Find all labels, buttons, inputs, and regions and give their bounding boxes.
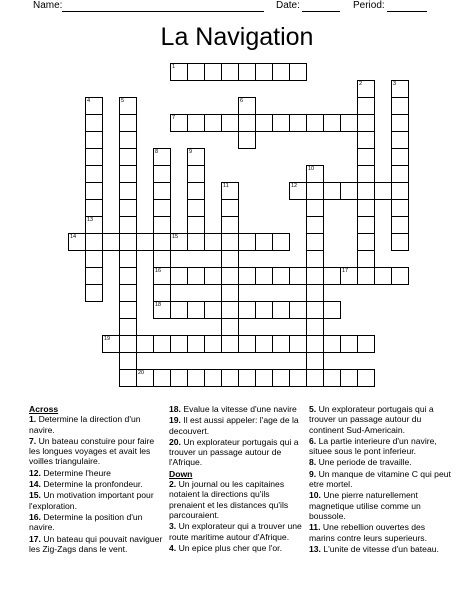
clue-number: 14 [70, 234, 77, 240]
clue-number: 17. [29, 533, 44, 544]
clue-number: 9. [309, 468, 319, 479]
grid-cell[interactable] [119, 233, 137, 251]
grid-cell[interactable] [119, 267, 137, 285]
grid-cell[interactable] [238, 301, 256, 319]
grid-cell[interactable] [289, 63, 307, 81]
clue-number: 10 [308, 166, 315, 172]
grid-cell[interactable] [102, 335, 120, 353]
grid-cell[interactable] [187, 182, 205, 200]
grid-cell[interactable] [238, 335, 256, 353]
grid-cell[interactable] [68, 233, 86, 251]
clue-text: Il est aussi appeler: l'age de la decouvert. [169, 415, 299, 436]
grid-cell[interactable] [357, 97, 375, 115]
grid-cell[interactable] [204, 267, 222, 285]
clue-number: 17 [342, 268, 349, 274]
grid-cell[interactable] [306, 114, 324, 132]
clue-number: 11 [223, 183, 229, 189]
date-label: Date: [276, 0, 300, 11]
grid-cell[interactable] [374, 182, 392, 200]
clue-number: 5. [309, 404, 319, 414]
grid-cell[interactable] [153, 284, 171, 302]
grid-cell[interactable] [119, 97, 137, 115]
grid-cell[interactable] [221, 114, 239, 132]
down-heading: Down [169, 468, 193, 479]
grid-cell[interactable] [204, 233, 222, 251]
grid-cell[interactable] [119, 301, 137, 319]
grid-cell[interactable] [187, 369, 205, 387]
grid-cell[interactable] [391, 148, 409, 166]
clue-item [309, 544, 451, 554]
clue-item [29, 479, 165, 489]
clue-number: 16. [29, 511, 44, 522]
clue-number: 7 [172, 115, 176, 121]
grid-cell[interactable] [187, 335, 205, 353]
clue-number: 19. [169, 415, 184, 426]
grid-cell[interactable] [306, 301, 324, 319]
clue-number: 16 [155, 268, 162, 274]
grid-cell[interactable] [306, 250, 324, 268]
clue-text: Un explorateur portugais qui a trouver un passage autour du continent Sud-Americain. [309, 404, 434, 435]
grid-cell[interactable] [204, 114, 222, 132]
clue-item [169, 521, 304, 542]
clue-number: 13. [309, 543, 324, 554]
grid-cell[interactable] [323, 267, 341, 285]
grid-cell[interactable] [340, 182, 358, 200]
grid-cell[interactable] [221, 216, 239, 234]
grid-cell[interactable] [187, 199, 205, 217]
grid-cell[interactable] [306, 267, 324, 285]
grid-cell[interactable] [323, 301, 341, 319]
grid-cell[interactable] [85, 216, 103, 234]
grid-cell[interactable] [187, 301, 205, 319]
clue-number: 4. [169, 542, 179, 553]
grid-cell[interactable] [85, 267, 103, 285]
clue-number: 19 [104, 336, 111, 342]
grid-cell[interactable] [85, 250, 103, 268]
grid-cell[interactable] [119, 165, 137, 183]
grid-cell[interactable] [272, 233, 290, 251]
clue-number: 1 [172, 64, 176, 70]
grid-cell[interactable] [187, 267, 205, 285]
grid-cell[interactable] [221, 182, 239, 200]
grid-cell[interactable] [85, 97, 103, 115]
grid-cell[interactable] [323, 335, 341, 353]
clue-number: 15. [29, 490, 44, 501]
clue-item [29, 512, 165, 533]
clue-number: 14. [29, 479, 44, 490]
grid-cell[interactable] [85, 114, 103, 132]
clue-text: Un motivation important pour l'exploration. [29, 490, 154, 511]
grid-cell[interactable] [153, 369, 171, 387]
grid-cell[interactable] [221, 369, 239, 387]
grid-cell[interactable] [306, 318, 324, 336]
grid-cell[interactable] [85, 131, 103, 149]
grid-cell[interactable] [204, 369, 222, 387]
clue-number: 6. [309, 435, 319, 446]
clue-number: 15 [172, 234, 179, 240]
grid-cell[interactable] [391, 165, 409, 183]
grid-cell[interactable] [119, 352, 137, 370]
grid-cell[interactable] [391, 114, 409, 132]
grid-cell[interactable] [136, 233, 154, 251]
grid-cell[interactable] [306, 233, 324, 251]
clue-number: 13 [87, 217, 94, 223]
grid-cell[interactable] [391, 131, 409, 149]
grid-cell[interactable] [306, 352, 324, 370]
clue-text: La partie interieure d'un navire, situee sous le pont inferieur. [309, 435, 437, 457]
clue-item [309, 457, 451, 467]
clue-number: 4 [87, 98, 91, 104]
grid-cell[interactable] [119, 148, 137, 166]
clue-number: 2. [169, 479, 179, 490]
clue-number: 12 [291, 183, 298, 189]
grid-cell[interactable] [170, 335, 188, 353]
grid-cell[interactable] [119, 318, 137, 336]
clue-text: Un bateau qui pouvait naviguer les Zig-Zags dans le vent. [29, 533, 163, 554]
grid-cell[interactable] [221, 250, 239, 268]
grid-cell[interactable] [272, 301, 290, 319]
clue-text: Un explorateur portugais qui a trouver un passage autour de l'Afrique. [169, 436, 299, 468]
grid-cell[interactable] [85, 182, 103, 200]
grid-cell[interactable] [357, 369, 375, 387]
grid-cell[interactable] [238, 114, 256, 132]
clue-number: 3. [169, 521, 179, 532]
clue-item [309, 436, 451, 457]
grid-cell[interactable] [119, 131, 137, 149]
grid-cell[interactable] [391, 97, 409, 115]
clue-number: 20. [169, 436, 184, 447]
grid-cell[interactable] [221, 199, 239, 217]
clue-text: Un explorateur qui a trouver une route maritime autour d'Afrique. [169, 521, 302, 542]
grid-cell[interactable] [306, 369, 324, 387]
grid-cell[interactable] [357, 131, 375, 149]
grid-cell[interactable] [170, 114, 188, 132]
grid-cell[interactable] [323, 182, 341, 200]
grid-cell[interactable] [289, 335, 307, 353]
grid-cell[interactable] [272, 114, 290, 132]
clue-text: Une rebellion ouvertes des marins contre leurs superieurs. [309, 522, 427, 543]
grid-cell[interactable] [153, 199, 171, 217]
clue-number: 20 [138, 370, 145, 376]
grid-cell[interactable] [136, 369, 154, 387]
grid-cell[interactable] [255, 335, 273, 353]
clue-item [169, 415, 304, 436]
clue-text: Un manque de vitamine C qui peut etre mortel. [309, 468, 451, 490]
clue-number: 1. [29, 414, 39, 425]
page-title: La Navigation [160, 23, 314, 51]
grid-cell[interactable] [255, 369, 273, 387]
grid-cell[interactable] [289, 301, 307, 319]
clue-number: 10. [309, 490, 324, 501]
grid-cell[interactable] [119, 369, 137, 387]
grid-cell[interactable] [357, 199, 375, 217]
grid-cell[interactable] [187, 63, 205, 81]
grid-cell[interactable] [323, 114, 341, 132]
grid-cell[interactable] [340, 369, 358, 387]
clue-item [309, 469, 451, 490]
grid-cell[interactable] [153, 165, 171, 183]
grid-cell[interactable] [238, 369, 256, 387]
grid-cell[interactable] [153, 267, 171, 285]
grid-cell[interactable] [255, 63, 273, 81]
grid-cell[interactable] [119, 284, 137, 302]
grid-cell[interactable] [340, 114, 358, 132]
grid-cell[interactable] [136, 335, 154, 353]
grid-cell[interactable] [289, 114, 307, 132]
clue-text: Determine la direction d'un navire. [29, 414, 141, 435]
clue-item [309, 404, 451, 435]
clue-number: 12. [29, 467, 44, 478]
grid-cell[interactable] [391, 80, 409, 98]
clue-item [309, 522, 451, 543]
clue-item [309, 490, 451, 521]
clue-text: L'unite de vitesse d'un bateau. [323, 543, 439, 554]
clue-text: Un epice plus cher que l'or. [178, 542, 282, 553]
clue-item [29, 490, 165, 511]
clue-column-1 [29, 404, 165, 555]
grid-cell[interactable] [306, 182, 324, 200]
clue-number: 7. [29, 435, 39, 446]
grid-cell[interactable] [119, 182, 137, 200]
grid-cell[interactable] [306, 165, 324, 183]
grid-cell[interactable] [238, 63, 256, 81]
grid-cell[interactable] [85, 199, 103, 217]
grid-cell[interactable] [85, 165, 103, 183]
grid-cell[interactable] [340, 267, 358, 285]
clue-number: 2 [359, 81, 363, 87]
grid-cell[interactable] [187, 114, 205, 132]
grid-cell[interactable] [255, 114, 273, 132]
grid-cell[interactable] [238, 233, 256, 251]
grid-cell[interactable] [238, 267, 256, 285]
clue-text: Determine l'heure [43, 467, 111, 478]
grid-cell[interactable] [204, 335, 222, 353]
grid-cell[interactable] [374, 267, 392, 285]
grid-cell[interactable] [221, 301, 239, 319]
clue-column-3 [309, 404, 451, 555]
clue-number: 8. [309, 457, 319, 468]
grid-cell[interactable] [221, 63, 239, 81]
grid-cell[interactable] [391, 199, 409, 217]
clue-text: Une periode de travaille. [318, 457, 412, 468]
grid-cell[interactable] [289, 369, 307, 387]
grid-cell[interactable] [238, 97, 256, 115]
grid-cell[interactable] [255, 267, 273, 285]
clue-text: Une pierre naturellement magnetique utilise comme un boussole. [309, 490, 421, 521]
clue-number: 11. [309, 522, 323, 533]
grid-cell[interactable] [391, 267, 409, 285]
clue-text: Determine la position d'un navire. [29, 511, 143, 533]
across-heading: Across [29, 404, 59, 414]
clue-number: 6 [240, 98, 244, 104]
grid-cell[interactable] [187, 165, 205, 183]
clue-item [169, 437, 304, 468]
grid-cell[interactable] [391, 182, 409, 200]
clue-text: Un journal ou les capitaines notaient la directions qu'ils prenaient et les distances qu'ils parcouraient. [169, 479, 289, 520]
grid-cell[interactable] [187, 216, 205, 234]
grid-cell[interactable] [119, 199, 137, 217]
grid-cell[interactable] [221, 284, 239, 302]
name-label: Name: [33, 0, 63, 11]
grid-cell[interactable] [391, 233, 409, 251]
grid-cell[interactable] [255, 233, 273, 251]
grid-cell[interactable] [357, 250, 375, 268]
clue-item [169, 479, 304, 520]
clue-number: 8 [155, 149, 159, 155]
grid-cell[interactable] [153, 148, 171, 166]
grid-cell[interactable] [272, 335, 290, 353]
grid-cell[interactable] [153, 301, 171, 319]
grid-cell[interactable] [170, 267, 188, 285]
grid-cell[interactable] [357, 114, 375, 132]
grid-cell[interactable] [221, 335, 239, 353]
grid-cell[interactable] [221, 233, 239, 251]
grid-cell[interactable] [306, 199, 324, 217]
clue-number: 3 [393, 81, 397, 87]
clue-item [29, 468, 165, 478]
grid-cell[interactable] [357, 80, 375, 98]
clue-item [29, 414, 165, 435]
grid-cell[interactable] [357, 335, 375, 353]
grid-cell[interactable] [170, 63, 188, 81]
grid-cell[interactable] [187, 233, 205, 251]
grid-cell[interactable] [340, 335, 358, 353]
clue-number: 5 [121, 98, 125, 104]
grid-cell[interactable] [357, 148, 375, 166]
grid-cell[interactable] [357, 182, 375, 200]
grid-cell[interactable] [272, 267, 290, 285]
grid-cell[interactable] [119, 114, 137, 132]
clue-item [29, 534, 165, 555]
grid-cell[interactable] [119, 335, 137, 353]
grid-cell[interactable] [272, 369, 290, 387]
grid-cell[interactable] [170, 233, 188, 251]
period-label: Period: [353, 0, 385, 11]
grid-cell[interactable] [238, 131, 256, 149]
grid-cell[interactable] [289, 182, 307, 200]
grid-cell[interactable] [187, 148, 205, 166]
grid-cell[interactable] [204, 63, 222, 81]
clue-text: Evalue la vitesse d'une navire [183, 404, 297, 414]
clue-item [29, 436, 165, 467]
grid-cell[interactable] [102, 233, 120, 251]
grid-cell[interactable] [357, 216, 375, 234]
clue-text: Determine la pronfondeur. [43, 479, 143, 490]
grid-cell[interactable] [119, 250, 137, 268]
grid-cell[interactable] [391, 216, 409, 234]
grid-cell[interactable] [204, 301, 222, 319]
grid-cell[interactable] [289, 267, 307, 285]
grid-cell[interactable] [170, 369, 188, 387]
grid-cell[interactable] [221, 267, 239, 285]
grid-cell[interactable] [85, 284, 103, 302]
grid-cell[interactable] [153, 250, 171, 268]
grid-cell[interactable] [85, 233, 103, 251]
clue-number: 18 [155, 302, 162, 308]
grid-cell[interactable] [357, 267, 375, 285]
clue-text: Un bateau constuire pour faire les longues voyages et avait les voilles triangulaire. [29, 435, 155, 467]
clue-item [169, 543, 304, 553]
clue-number: 18. [169, 404, 184, 414]
grid-cell[interactable] [357, 233, 375, 251]
grid-cell[interactable] [272, 63, 290, 81]
grid-cell[interactable] [153, 216, 171, 234]
grid-cell[interactable] [153, 182, 171, 200]
grid-cell[interactable] [85, 148, 103, 166]
grid-cell[interactable] [119, 216, 137, 234]
grid-cell[interactable] [306, 335, 324, 353]
grid-cell[interactable] [170, 301, 188, 319]
clue-number: 9 [189, 149, 193, 155]
grid-cell[interactable] [153, 335, 171, 353]
grid-cell[interactable] [221, 318, 239, 336]
clue-item [169, 404, 304, 414]
grid-cell[interactable] [255, 301, 273, 319]
grid-cell[interactable] [306, 216, 324, 234]
grid-cell[interactable] [306, 284, 324, 302]
grid-cell[interactable] [357, 165, 375, 183]
grid-cell[interactable] [153, 233, 171, 251]
clue-column-2 [169, 404, 304, 554]
grid-cell[interactable] [323, 369, 341, 387]
